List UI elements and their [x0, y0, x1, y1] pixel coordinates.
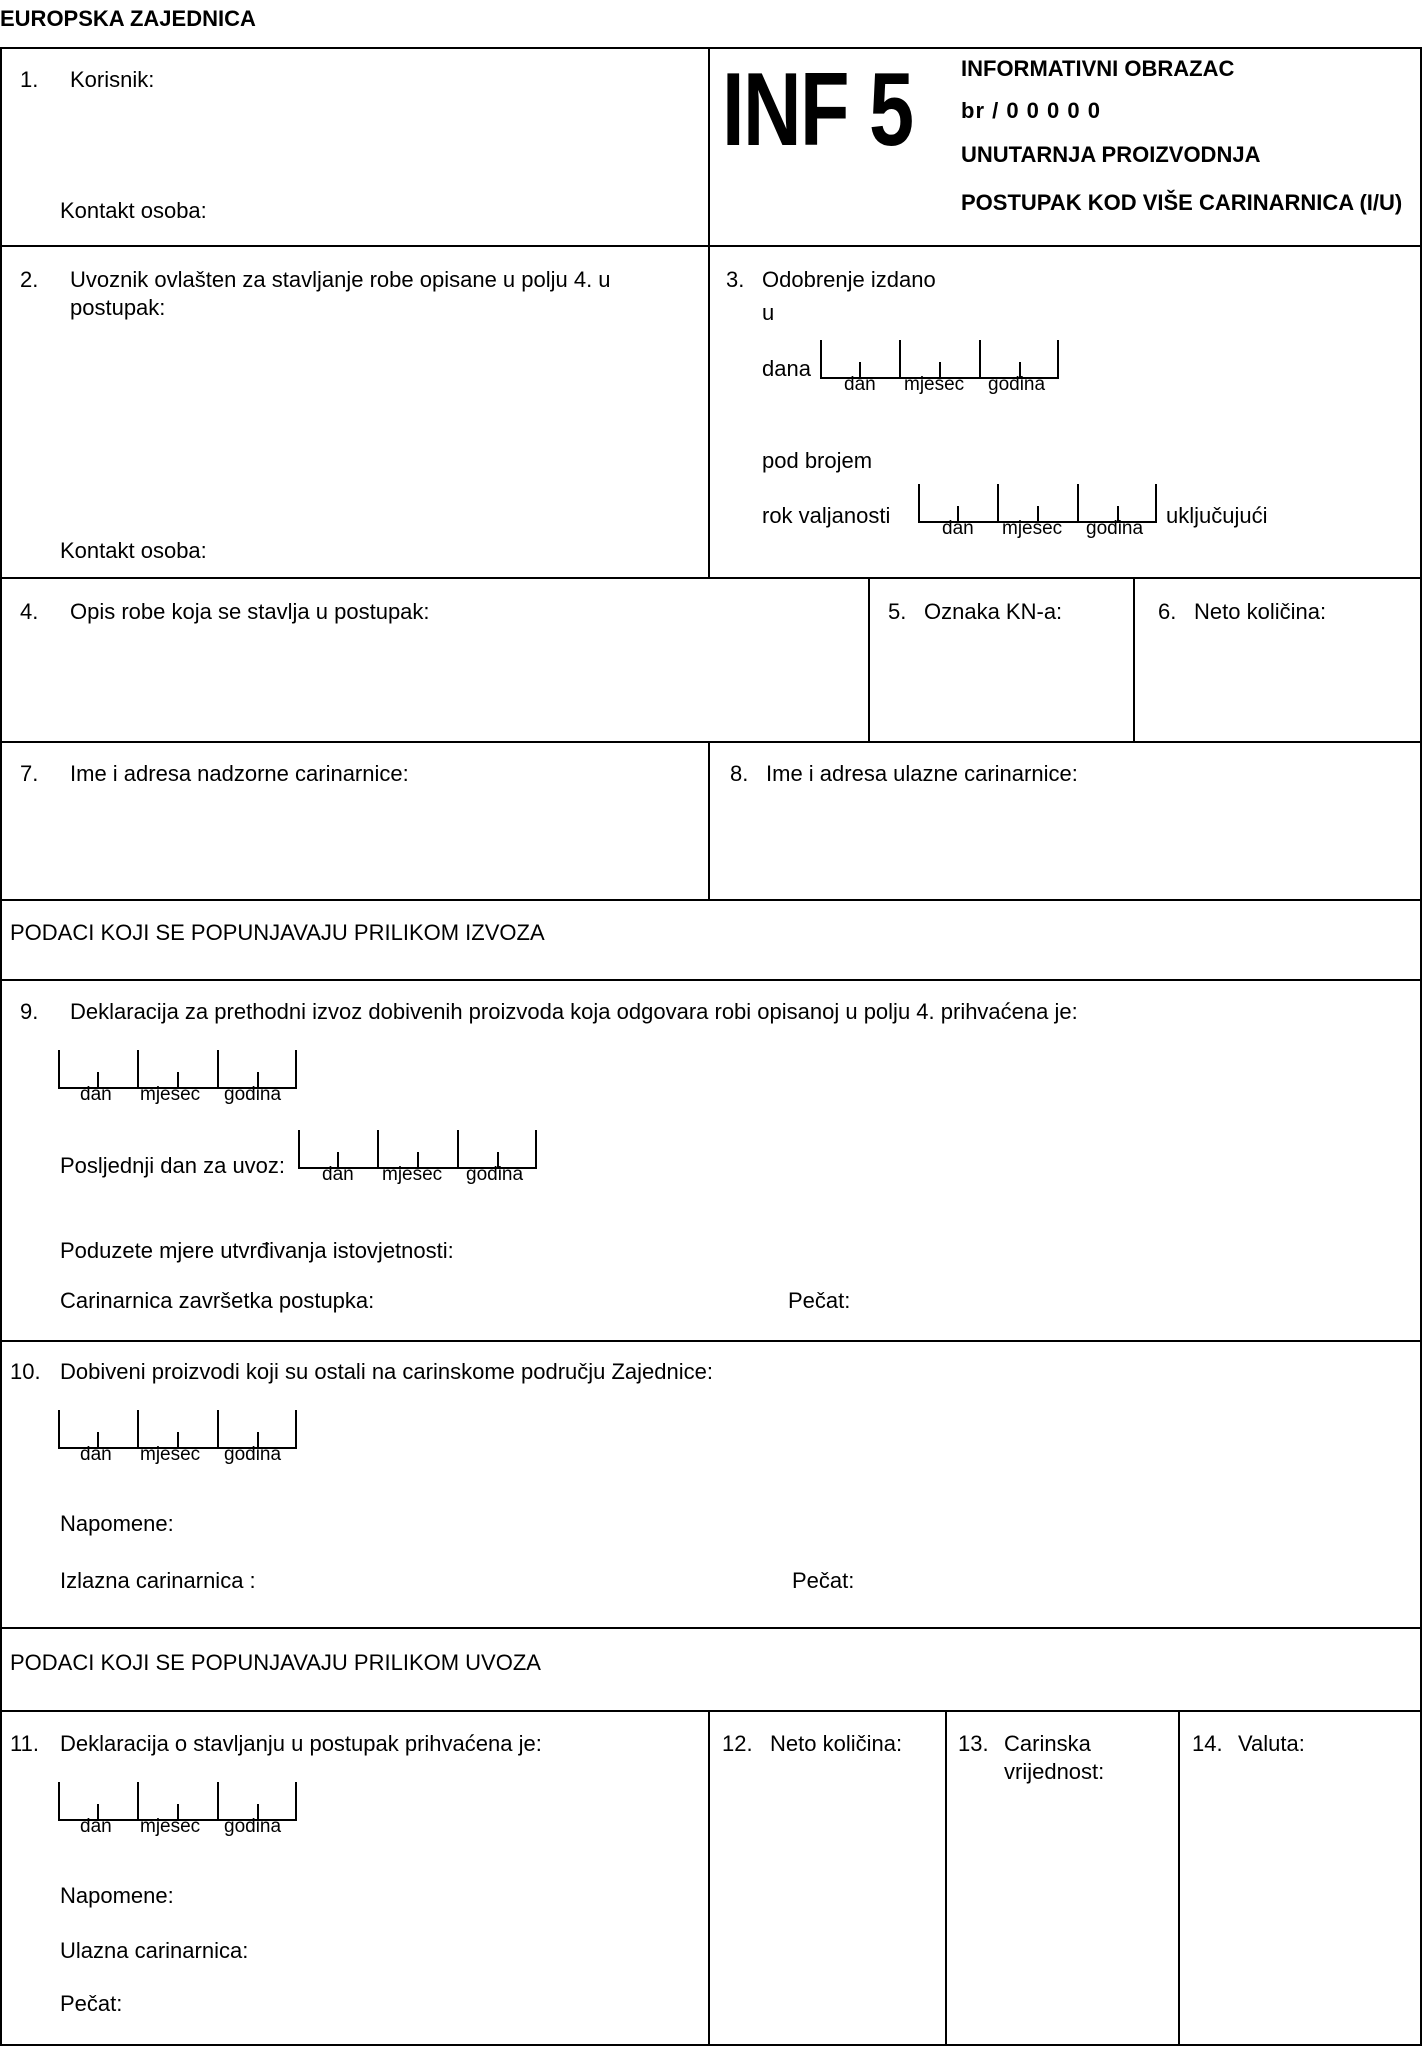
date-caption-day: dan [80, 1816, 112, 1837]
box10-exit-office-label: Izlazna carinarnica : [60, 1568, 256, 1593]
date-caption-month: mjesec [1002, 518, 1063, 539]
date-caption-month: mjesec [140, 1816, 201, 1837]
box3-validity-date-field[interactable] [918, 484, 1158, 544]
date-caption-month: mjesec [140, 1444, 201, 1465]
box9-end-office-label: Carinarnica završetka postupka: [60, 1288, 375, 1313]
box11-entry-office-label: Ulazna carinarnica: [60, 1938, 249, 1963]
box3-validity-label: rok valjanosti [762, 503, 891, 528]
date-caption-day: dan [942, 518, 974, 539]
box9-last-day-date-field[interactable] [298, 1130, 538, 1190]
box10-remarks-label: Napomene: [60, 1511, 174, 1536]
box1-contact-label: Kontakt osoba: [60, 198, 207, 223]
date-caption-day: dan [322, 1164, 354, 1185]
date-caption-year: godina [466, 1164, 524, 1185]
date-caption-year: godina [224, 1816, 282, 1837]
form-number: br / 0 0 0 0 0 [961, 98, 1101, 123]
date-caption-month: mjesec [382, 1164, 443, 1185]
row3-bottom [0, 741, 1422, 743]
box10-bottom [0, 1627, 1422, 1629]
multi-office-title: POSTUPAK KOD VIŠE CARINARNICA (I/U) [961, 190, 1403, 215]
box3-date-label: dana [762, 356, 811, 381]
divider-box7-8 [708, 741, 710, 901]
divider-row1 [708, 47, 710, 577]
box3-issue-date-field[interactable] [820, 340, 1060, 400]
divider-box11-12 [708, 1710, 710, 2046]
divider-box12-13 [945, 1710, 947, 2046]
box2-contact-label: Kontakt osoba: [60, 538, 207, 563]
row1-bottom [0, 245, 1422, 247]
form-border-left [0, 47, 2, 2046]
date-caption-year: godina [224, 1084, 282, 1105]
procedure-title: UNUTARNJA PROIZVODNJA [961, 142, 1261, 167]
box9-acceptance-date-field[interactable] [58, 1050, 298, 1110]
box11-stamp-label: Pečat: [60, 1991, 123, 2016]
row2-bottom [0, 577, 1422, 579]
community-title: EUROPSKA ZAJEDNICA [0, 6, 256, 31]
form-border-top [0, 47, 1422, 49]
import-header-bottom [0, 1710, 1422, 1712]
form-title: INFORMATIVNI OBRAZAC [961, 56, 1235, 81]
export-section-title: PODACI KOJI SE POPUNJAVAJU PRILIKOM IZVOZA [10, 920, 545, 945]
date-caption-year: godina [1086, 518, 1144, 539]
date-caption-day: dan [80, 1444, 112, 1465]
box10-date-field[interactable] [58, 1410, 298, 1470]
divider-box13-14 [1178, 1710, 1180, 2046]
box3-number-label: pod brojem [762, 448, 873, 473]
box11-date-field[interactable] [58, 1782, 298, 1842]
divider-box4-5 [868, 577, 870, 742]
row4-bottom [0, 899, 1422, 901]
divider-box5-6 [1133, 577, 1135, 742]
import-section-title: PODACI KOJI SE POPUNJAVAJU PRILIKOM UVOZA [10, 1650, 541, 1675]
date-caption-day: dan [844, 374, 876, 395]
box3-in-label: u [762, 300, 775, 325]
box9-bottom [0, 1340, 1422, 1342]
box9-stamp-label: Pečat: [788, 1288, 851, 1313]
box9-identification-label: Poduzete mjere utvrđivanja istovjetnosti: [60, 1238, 454, 1263]
inf5-logo: INF 5 [722, 52, 913, 168]
form-border-bottom [0, 2044, 1422, 2046]
box3-inclusive-label: uključujući [1166, 503, 1268, 528]
date-caption-day: dan [80, 1084, 112, 1105]
export-header-bottom [0, 979, 1422, 981]
date-caption-year: godina [224, 1444, 282, 1465]
date-caption-month: mjesec [140, 1084, 201, 1105]
date-caption-month: mjesec [904, 374, 965, 395]
date-caption-year: godina [988, 374, 1046, 395]
box9-last-day-label: Posljednji dan za uvoz: [60, 1153, 286, 1178]
box10-stamp-label: Pečat: [792, 1568, 855, 1593]
box11-remarks-label: Napomene: [60, 1883, 174, 1908]
